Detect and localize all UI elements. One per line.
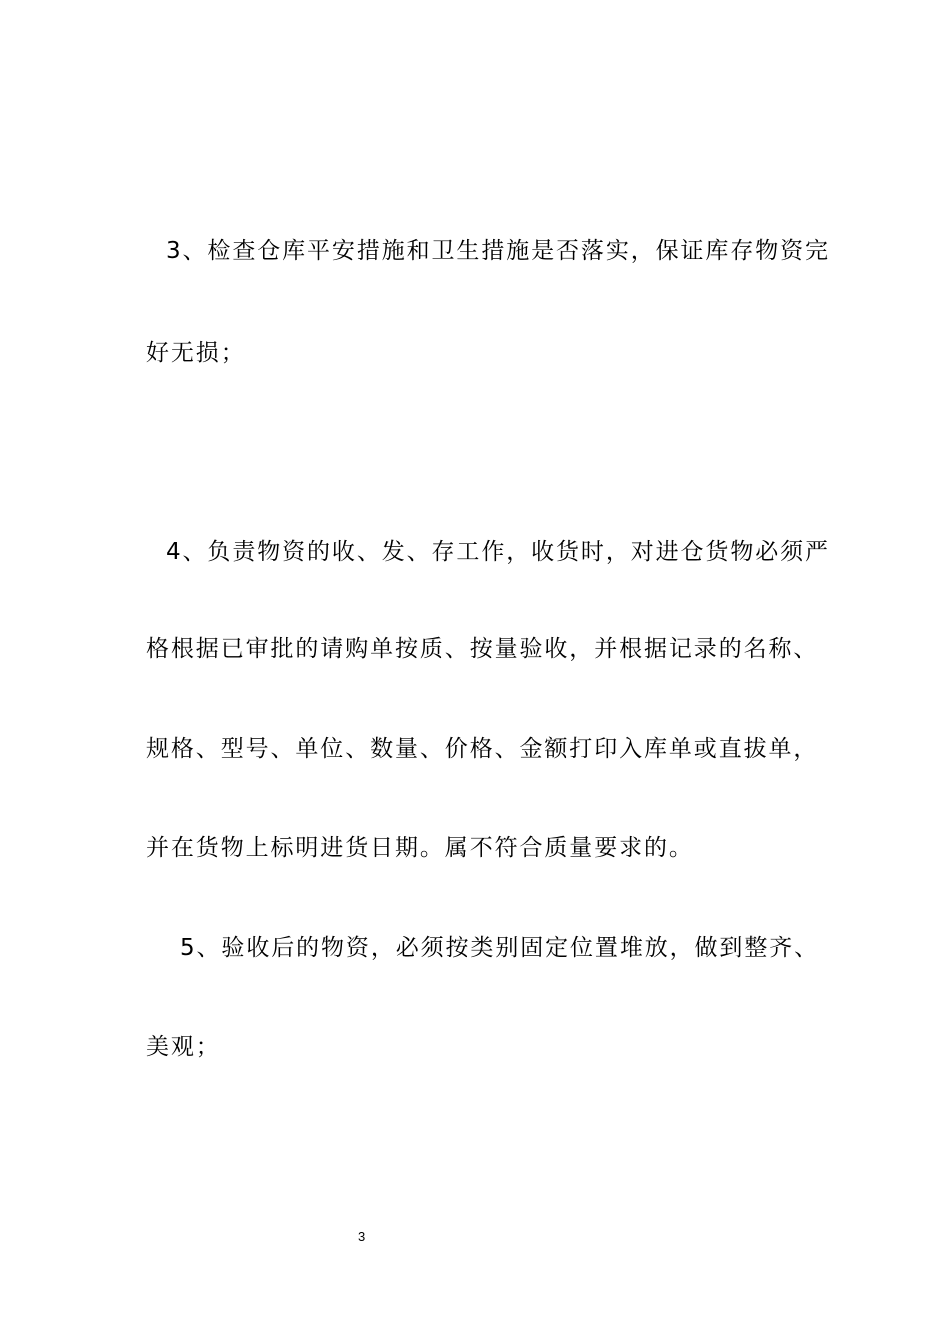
- page-number: 3: [358, 1229, 366, 1244]
- paragraph-5-line-1: 5、验收后的物资，必须按类别固定位置堆放，做到整齐、: [180, 935, 820, 961]
- paragraph-4-line-1: 4、负责物资的收、发、存工作，收货时，对进仓货物必须严: [166, 539, 830, 565]
- paragraph-3-line-2: 好无损；: [146, 340, 246, 366]
- paragraph-4-line-2: 格根据已审批的请购单按质、按量验收，并根据记录的名称、: [146, 636, 819, 662]
- paragraph-4-line-3: 规格、型号、单位、数量、价格、金额打印入库单或直拔单，: [146, 736, 819, 762]
- paragraph-4-line-4: 并在货物上标明进货日期。属不符合质量要求的。: [146, 835, 694, 861]
- paragraph-5-line-2: 美观；: [146, 1034, 221, 1060]
- paragraph-3-line-1: 3、检查仓库平安措施和卫生措施是否落实，保证库存物资完: [166, 238, 830, 264]
